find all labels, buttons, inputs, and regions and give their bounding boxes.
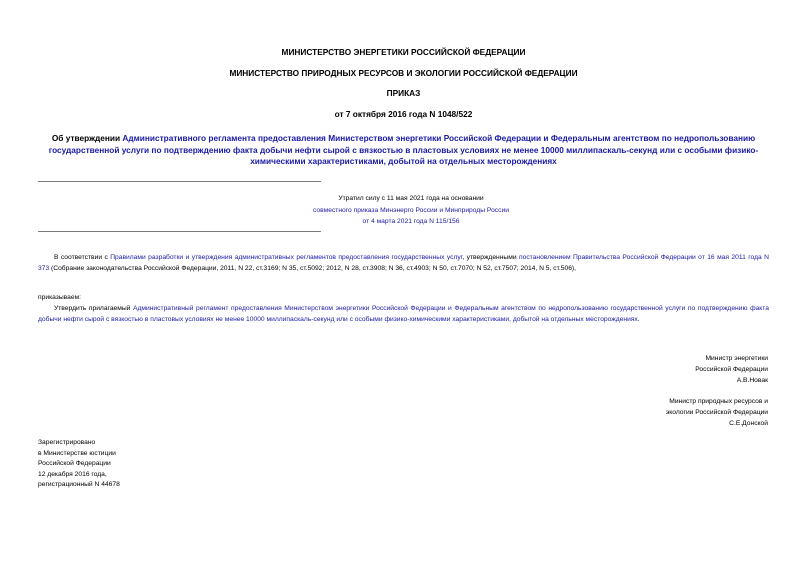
status-note-date-link[interactable]: от 4 марта 2021 года N 115/156 — [362, 218, 460, 225]
document-title — [30, 133, 777, 168]
preamble-resolution-link[interactable]: постановлением Правительства Российской Федерации от 16 мая 2011 года N 373 — [38, 254, 769, 272]
signature-minister-natural-resources — [666, 396, 768, 429]
registration-block — [38, 438, 120, 491]
ministry-natural-resources-heading: МИНИСТЕРСТВО ПРИРОДНЫХ РЕСУРСОВ И ЭКОЛОГИИ РОССИЙСКОЙ ФЕДЕРАЦИИ — [229, 68, 578, 78]
registration-line-4: 12 декабря 2016 года, — [38, 470, 107, 478]
registration-line-2: в Министерстве юстиции — [38, 449, 116, 457]
signature1-position: Министр энергетики — [705, 355, 768, 362]
registration-line-5: регистрационный N 44678 — [38, 481, 120, 488]
order-verb: приказываем: — [38, 294, 82, 301]
registration-line-1: Зарегистрировано — [38, 439, 96, 446]
order-paragraph — [38, 304, 769, 325]
signature-minister-energy — [695, 353, 768, 386]
title-prefix: Об утверждении — [51, 133, 123, 143]
order-regulation-link[interactable]: Административный регламент предоставления Министерством энергетики Российской Федерации и Федеральным агентством по недропользованию государственной услуги по подтверждению факта добычи нефти сырой с вязкостью в пластовых условиях не менее 10000 миллипаскаль-секунд или с особыми физико-химическими характеристиками, добытой на отдельных месторождениях — [38, 305, 770, 323]
divider-bottom — [38, 231, 321, 232]
signature2-name: С.Е.Донской — [729, 420, 768, 427]
order-type-heading: ПРИКАЗ — [386, 88, 421, 98]
ministry-energy-heading: МИНИСТЕРСТВО ЭНЕРГЕТИКИ РОССИЙСКОЙ ФЕДЕРАЦИИ — [281, 47, 526, 57]
signature1-name: А.В.Новак — [736, 377, 768, 384]
signature1-country: Российской Федерации — [695, 366, 768, 373]
status-note-joint-order-link[interactable]: совместного приказа Минэнерго России и Минприроды России — [313, 206, 509, 214]
preamble-text-3: (Собрание законодательства Российской Федерации, 2011, N 22, ст.3169; N 35, ст.5092; 2012, N 28, ст.3908; N 36, ст.4903; N 50, ст.7070; N 52, ст.7507; 2014, N 5, ст.506), — [49, 264, 577, 272]
order-date-number: от 7 октября 2016 года N 1048/522 — [334, 109, 473, 119]
preamble-rules-link[interactable]: Правилами разработки и утверждения административных регламентов предоставления государственных услуг — [110, 254, 463, 261]
signature2-position: Министр природных ресурсов и — [669, 398, 768, 405]
status-note-text: Утратил силу с 11 мая 2021 года на основании — [338, 195, 484, 202]
title-regulation-link[interactable]: Административного регламента предоставления Министерством энергетики Российской Федерации и Федеральным агентством по недропользованию государственной услуги по подтверждению факта добычи нефти сырой с вязкостью в пластовых условиях не менее 10000 миллипаскаль-секунд или с особыми физико-химическими характеристиками, добытой на отдельных месторождениях — [48, 133, 759, 166]
registration-line-3: Российской Федерации — [38, 460, 111, 467]
preamble-paragraph — [38, 253, 769, 274]
order-text-1: Утвердить прилагаемый — [54, 305, 134, 312]
preamble-text-2: , утвержденными — [462, 254, 519, 261]
preamble-text-1: В соответствии с — [54, 254, 111, 261]
order-text-2: . — [637, 315, 640, 323]
signature2-position-cont: экологии Российской Федерации — [665, 409, 768, 416]
divider-top — [38, 181, 321, 182]
status-note — [296, 193, 526, 228]
